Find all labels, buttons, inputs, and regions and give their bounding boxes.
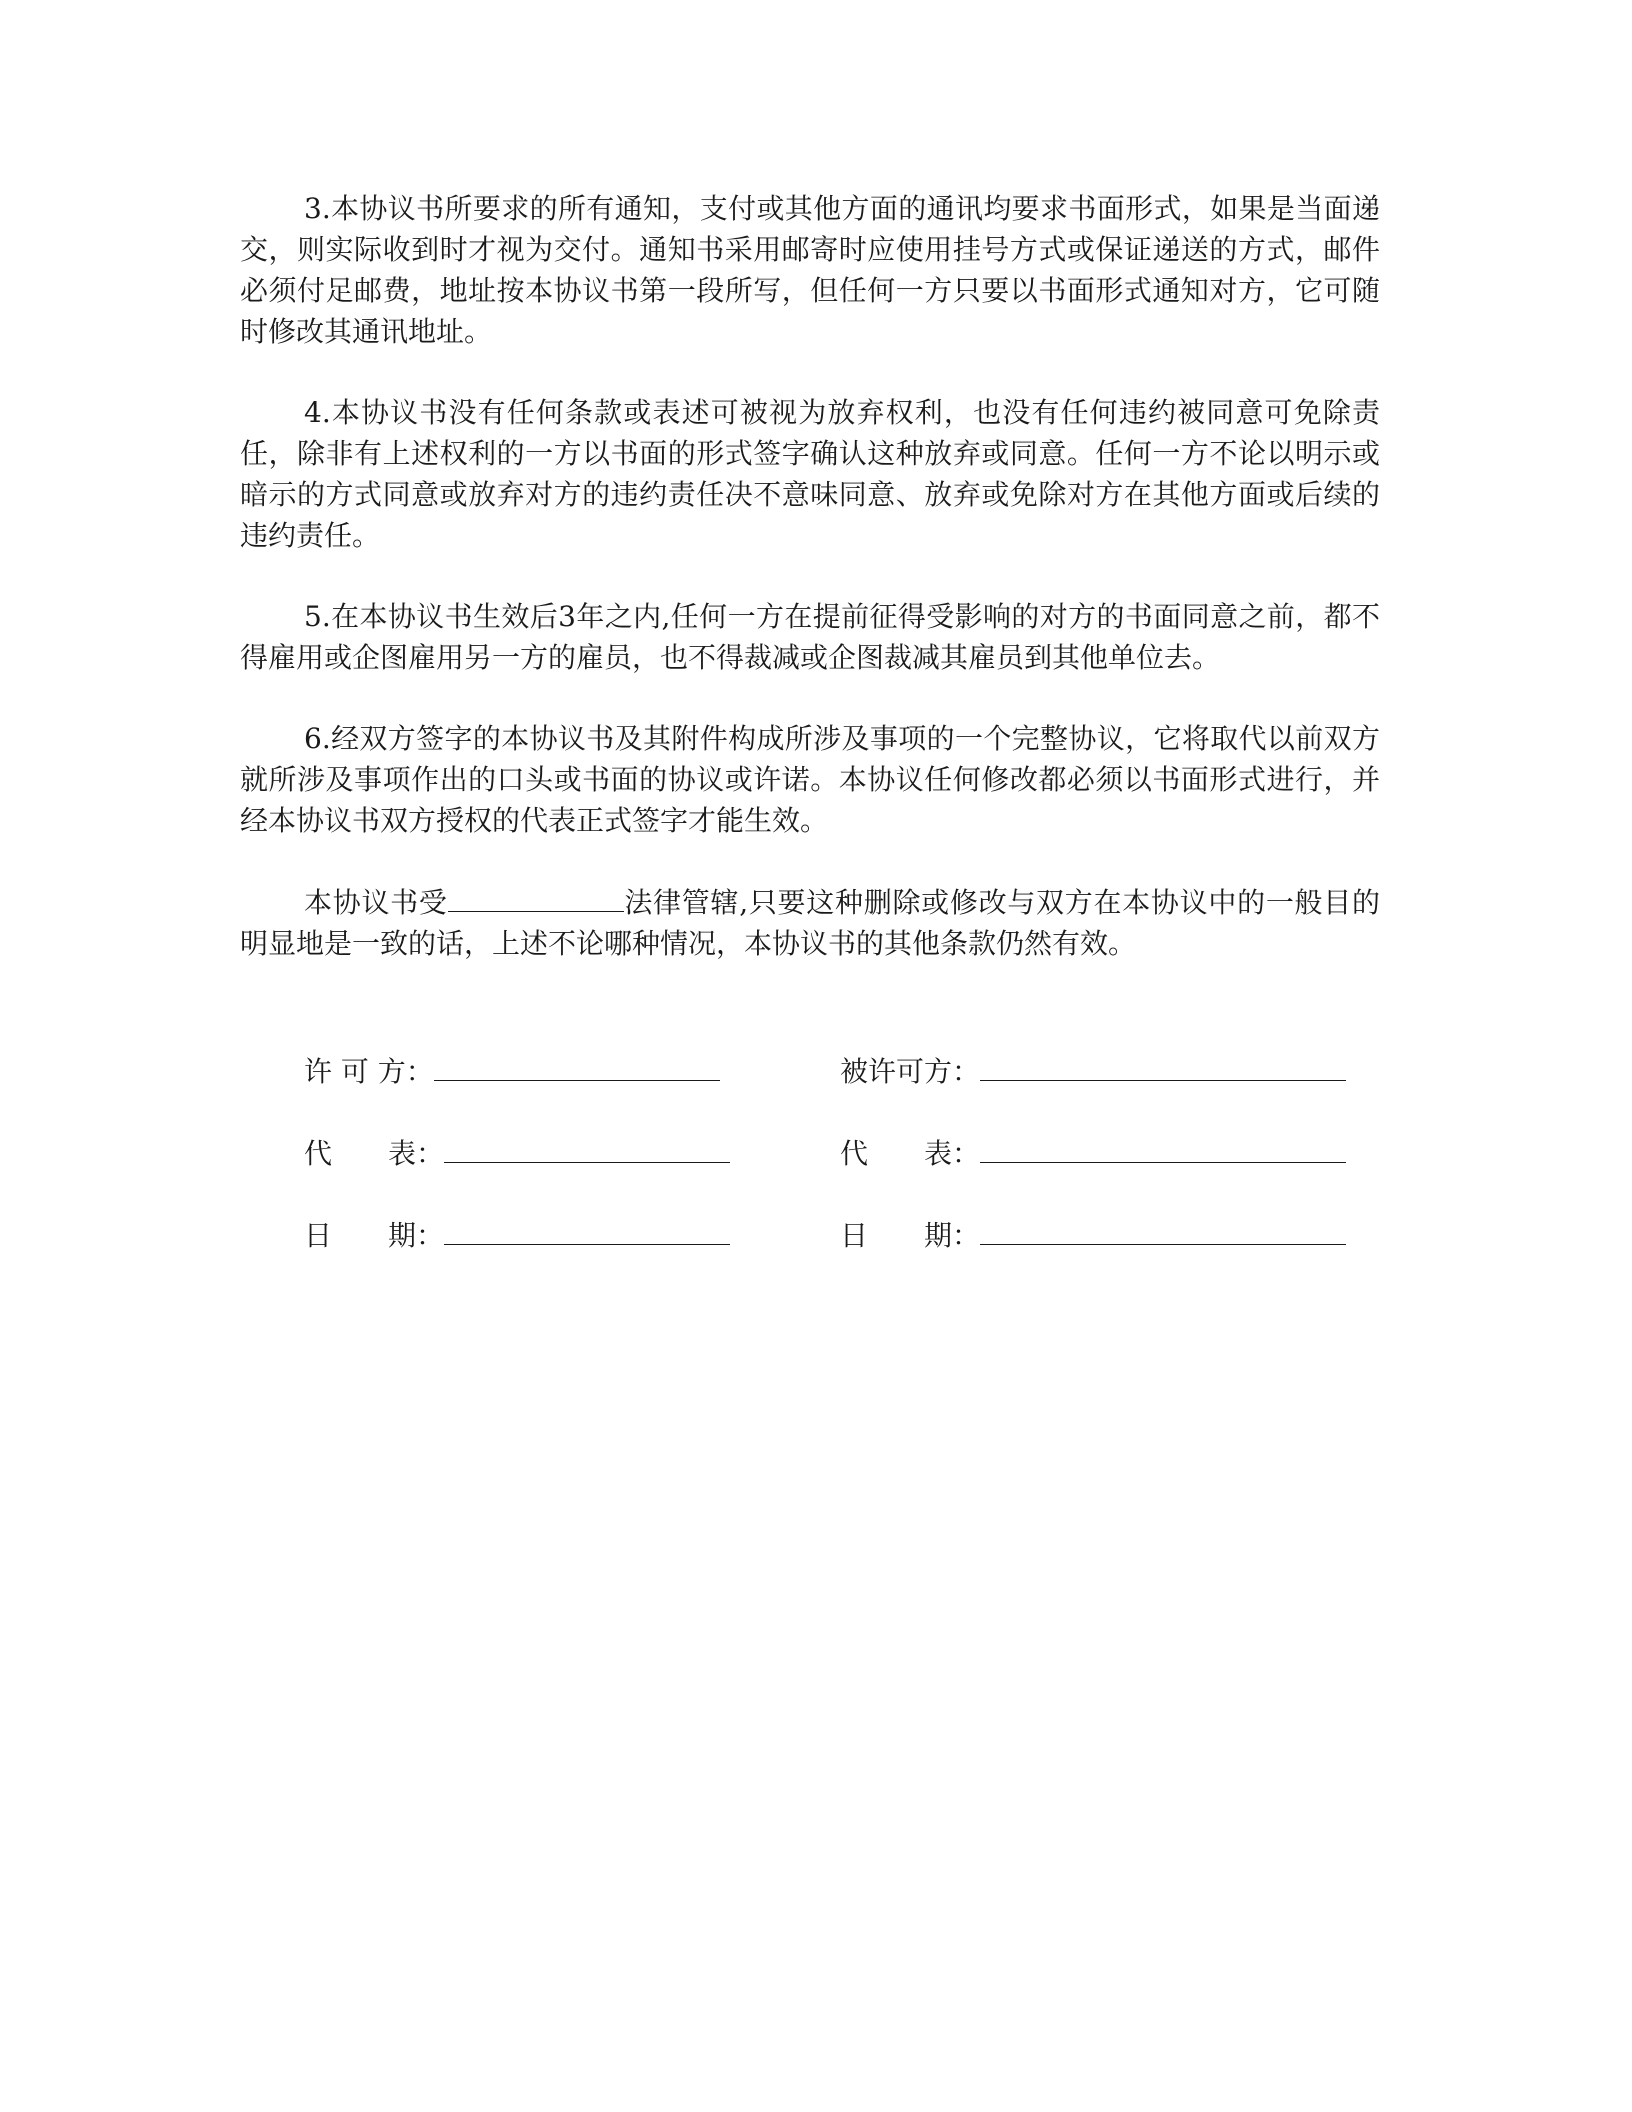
document-body: [240, 188, 1380, 1004]
clause-5: 5.在本协议书生效后3年之内,任何一方在提前征得受影响的对方的书面同意之前，都不得雇用或企图雇用另一方的雇员，也不得裁减或企图裁减其雇员到其他单位去。: [240, 600, 1380, 674]
licensee-label: 被许可方：: [840, 1055, 981, 1088]
governing-law-clause: [240, 881, 1380, 964]
licensor-label: 许 可 方：: [304, 1055, 434, 1088]
licensee-field: [840, 1050, 1346, 1092]
licensor-signature-line: [434, 1050, 720, 1081]
licensor-date-field: [304, 1214, 730, 1256]
governing-law-blank: [448, 881, 624, 912]
governing-law-prefix: 本协议书受: [304, 886, 448, 919]
signature-row-date: [240, 1214, 1380, 1254]
clause-3: 3.本协议书所要求的所有通知，支付或其他方面的通讯均要求书面形式，如果是当面递交，则实际收到时才视为交付。通知书采用邮寄时应使用挂号方式或保证递送的方式，邮件必须付足邮费，地址按本协议书第一段所写，但任何一方只要以书面形式通知对方，它可随时修改其通讯地址。: [240, 192, 1380, 348]
clause-4: 4.本协议书没有任何条款或表述可被视为放弃权利，也没有任何违约被同意可免除责任，除非有上述权利的一方以书面的形式签字确认这种放弃或同意。任何一方不论以明示或暗示的方式同意或放弃对方的违约责任决不意味同意、放弃或免除对方在其他方面或后续的违约责任。: [240, 396, 1380, 552]
signature-row-representative: [240, 1132, 1380, 1172]
governing-law-suffix: 法律管辖,只要这种删除或修改与双方在本协议中的一般目的明显地是一致的话，上述不论哪种情况，本协议书的其他条款仍然有效。: [240, 886, 1380, 960]
licensor-field: [304, 1050, 720, 1092]
licensee-date-line: [980, 1214, 1346, 1245]
licensee-representative-label: 代 表：: [840, 1137, 981, 1170]
licensor-representative-line: [444, 1132, 730, 1163]
clause-6: 6.经双方签字的本协议书及其附件构成所涉及事项的一个完整协议，它将取代以前双方就所涉及事项作出的口头或书面的协议或许诺。本协议任何修改都必须以书面形式进行，并经本协议书双方授权的代表正式签字才能生效。: [240, 722, 1380, 837]
licensee-date-label: 日 期：: [840, 1219, 981, 1252]
licensee-date-field: [840, 1214, 1346, 1256]
licensee-representative-field: [840, 1132, 1346, 1174]
licensee-representative-line: [980, 1132, 1346, 1163]
licensor-representative-field: [304, 1132, 730, 1174]
licensee-signature-line: [980, 1050, 1346, 1081]
licensor-representative-label: 代 表：: [304, 1137, 445, 1170]
licensor-date-line: [444, 1214, 730, 1245]
licensor-date-label: 日 期：: [304, 1219, 445, 1252]
signature-row-party: [240, 1050, 1380, 1090]
